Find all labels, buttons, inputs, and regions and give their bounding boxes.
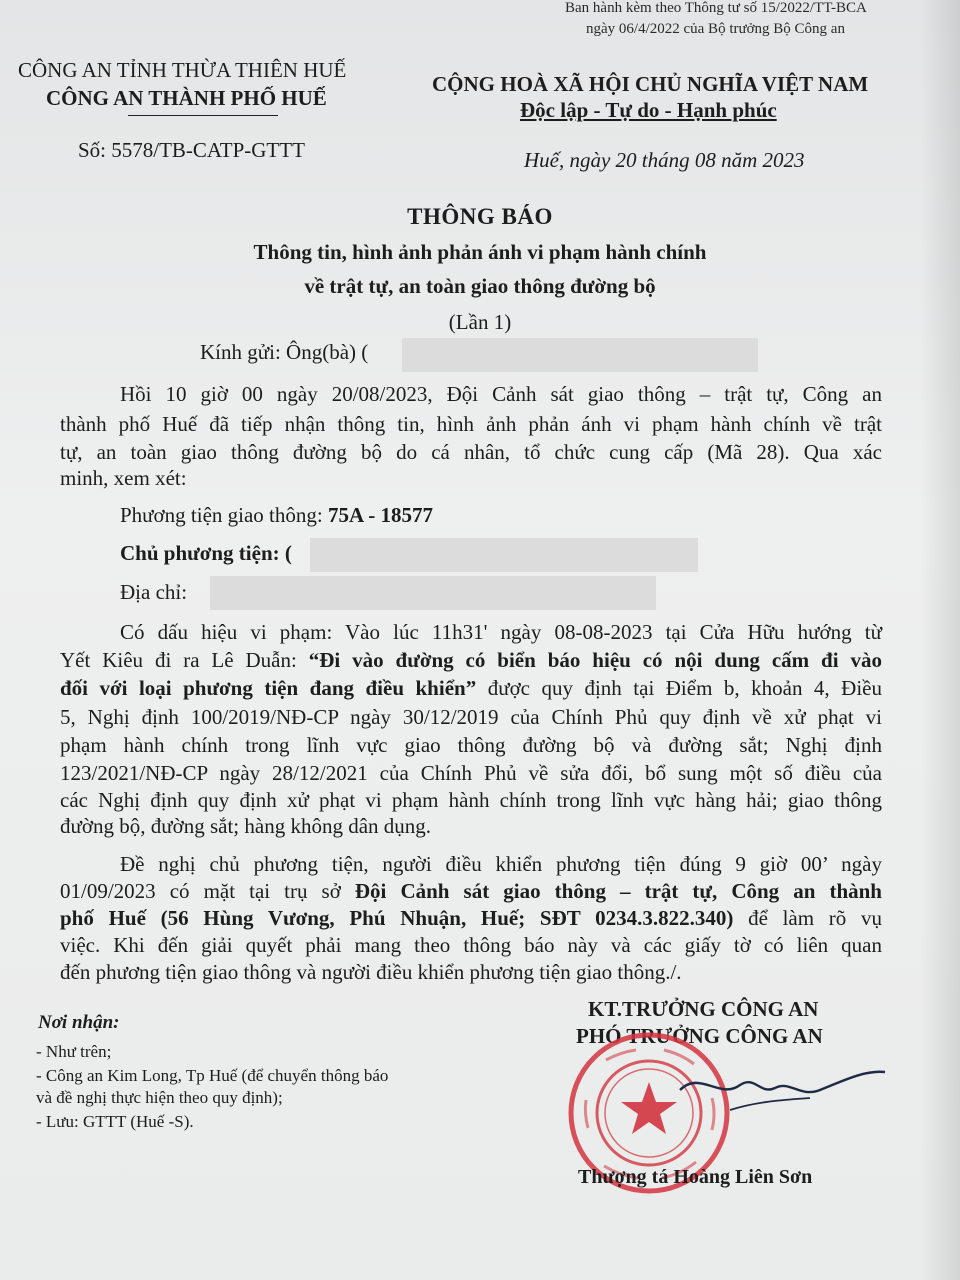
agency-unit [46,86,327,111]
recipient-label: Kính gửi: Ông(bà) ( [200,340,369,364]
violation-line3 [60,676,882,701]
form-note-line2: ngày 06/4/2022 của Bộ trưởng Bộ Công an [586,21,845,37]
owner-label: Chủ phương tiện: ( [120,541,292,565]
notice-subtitle-2: về trật tự, an toàn giao thông đường bộ [304,274,656,298]
para1-line1: Hồi 10 giờ 00 ngày 20/08/2023, Đội Cảnh sát giao thông – trật tự, Công an [120,382,882,406]
signer-name: Thượng tá Hoàng Liên Sơn [578,1166,813,1188]
recipients-item-2: - Công an Kim Long, Tp Huế (để chuyển thông báo [36,1066,389,1085]
state-motto: Độc lập - Tự do - Hạnh phúc [520,98,777,122]
request-line2 [60,879,882,904]
agency-unit-text: CÔNG AN THÀNH PHỐ HUẾ [46,86,327,110]
para1-line3: tự, an toàn giao thông đường bộ do cá nhân, tổ chức cung cấp (Mã 28). Qua xác [60,440,882,464]
para1-line2: thành phố Huế đã tiếp nhận thông tin, hình ảnh phản ánh vi phạm hành chính về trật [60,412,882,436]
request-line3 [60,906,882,931]
address-label: Địa chỉ: [120,580,188,604]
violation-line7: các Nghị định quy định xử phạt vi phạm hành chính trong lĩnh vực hàng hải; giao thông [60,788,882,812]
page-shadow [920,0,960,1280]
violation-offense-part1: “Đi vào đường có biển báo hiệu có nội dung cấm đi vào [308,648,882,672]
violation-line8: đường bộ, đường sắt; hàng không dân dụng. [60,814,432,838]
request-line5: đến phương tiện giao thông và người điều khiển phương tiện giao thông./. [60,960,682,984]
recipients-item-4: - Lưu: GTTT (Huế -S). [36,1112,194,1131]
notice-round: (Lần 1) [448,310,512,334]
violation-line1: Có dấu hiệu vi phạm: Vào lúc 11h31' ngày 08-08-2023 tại Cửa Hữu hướng từ [120,620,882,644]
agency-underline [128,115,278,116]
owner-redaction [310,538,698,572]
violation-offense-part2: đối với loại phương tiện đang điều khiển” [60,676,477,700]
request-date: 01/09/2023 có mặt tại trụ sở [60,879,355,903]
violation-regulation: được quy định tại Điểm b, khoản 4, Điều [476,676,882,700]
request-line4: việc. Khi đến giải quyết phải mang theo thông báo này và các giấy tờ có liên quan [60,933,882,957]
form-note-line1: Ban hành kèm theo Thông tư số 15/2022/TT-BCA [565,0,867,16]
agency-parent: CÔNG AN TỈNH THỪA THIÊN HUẾ [18,58,347,82]
request-address: phố Huế (56 Hùng Vương, Phú Nhuận, Huế; SĐT 0234.3.822.340) [60,906,734,930]
recipients-item-3: và đề nghị thực hiện theo quy định); [36,1088,283,1107]
notice-title: THÔNG BÁO [407,204,553,229]
recipient-redaction [402,338,758,372]
request-purpose: để làm rõ vụ [733,906,882,930]
violation-line5: phạm hành chính trong lĩnh vực giao thông đường bộ và đường sắt; Nghị định [60,733,882,757]
state-name: CỘNG HOÀ XÃ HỘI CHỦ NGHĨA VIỆT NAM [432,72,869,96]
signature-title-2: PHÓ TRƯỞNG CÔNG AN [576,1024,823,1048]
recipients-heading: Nơi nhận: [38,1012,120,1033]
violation-line4: 5, Nghị định 100/2019/NĐ-CP ngày 30/12/2019 của Chính Phủ quy định về xử phạt vi [60,705,882,729]
violation-line6: 123/2021/NĐ-CP ngày 28/12/2021 của Chính Phủ về sửa đổi, bổ sung một số điều của [60,761,882,785]
para1-line4: minh, xem xét: [60,466,187,490]
violation-location: Yết Kiêu đi ra Lê Duẫn: [60,648,309,672]
document-number: Số: 5578/TB-CATP-GTTT [78,138,305,162]
request-office: Đội Cảnh sát giao thông – trật tự, Công an thành [354,879,882,903]
request-line1: Đề nghị chủ phương tiện, người điều khiển phương tiện đúng 9 giờ 00’ ngày [120,852,882,876]
place-date: Huế, ngày 20 tháng 08 năm 2023 [524,148,805,172]
signature-title-1: KT.TRƯỞNG CÔNG AN [588,997,819,1021]
violation-line2 [60,648,882,673]
vehicle-line [120,503,433,528]
handwritten-signature-icon [660,1040,890,1130]
vehicle-label: Phương tiện giao thông: [120,503,328,527]
notice-subtitle-1: Thông tin, hình ảnh phản ánh vi phạm hành chính [253,240,707,264]
recipients-item-1: - Như trên; [36,1042,112,1061]
vehicle-plate: 75A - 18577 [327,503,433,527]
address-redaction [210,576,656,610]
owner-line [120,541,292,566]
